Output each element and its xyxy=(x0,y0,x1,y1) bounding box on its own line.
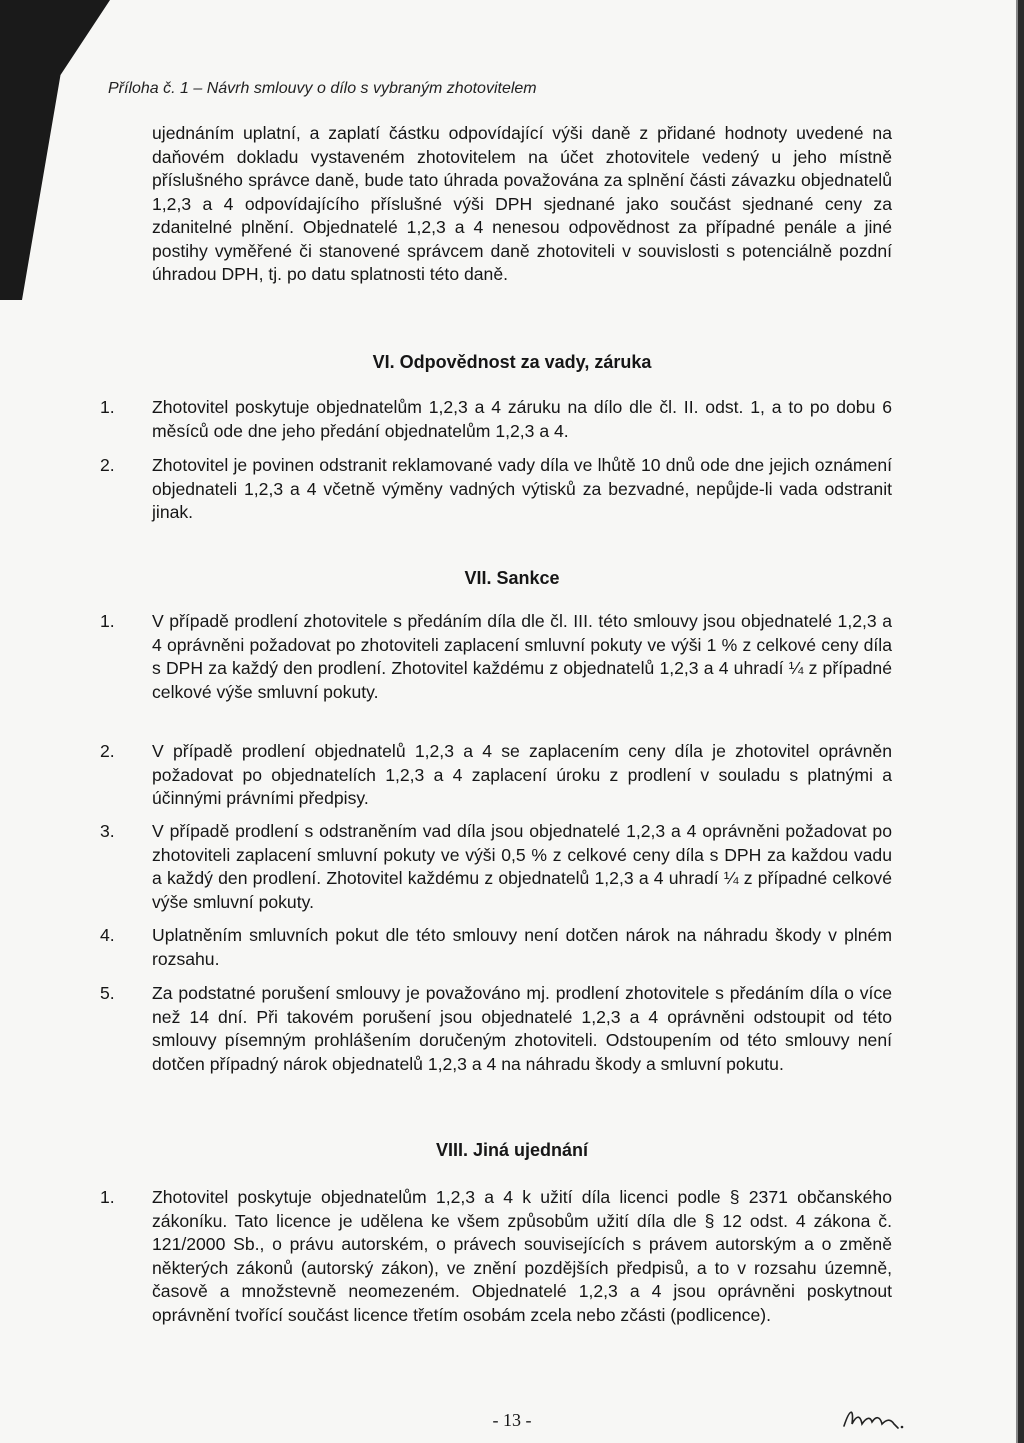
item-number: 1. xyxy=(100,397,115,417)
item-number: 2. xyxy=(100,455,115,475)
item-number: 5. xyxy=(100,983,115,1003)
list-item xyxy=(100,924,892,971)
signature-icon xyxy=(840,1402,910,1432)
item-text: Zhotovitel poskytuje objednatelům 1,2,3 a 4 k užití díla licenci podle § 2371 občanského zákoníku. Tato licence je udělena ke všem způsobům užití díla dle § 12 odst. 4 zákona č. 121/2000 Sb., o právu autorském, o právech souvisejících s právem autorským a o změně některých zákonů (autorský zákon), ve znění pozdějších předpisů, a to v rozsahu územně, časově a množstevně neomezeném. Objednatelé 1,2,3 a 4 jsou oprávněni poskytnout oprávnění tvořící součást licence třetím osobám zcela nebo zčásti (podlicence). xyxy=(152,1187,892,1325)
page-number: - 13 - xyxy=(492,1410,532,1430)
list-item xyxy=(100,982,892,1076)
item-text: Zhotovitel poskytuje objednatelům 1,2,3 a 4 záruku na dílo dle čl. II. odst. 1, a to po dobu 6 měsíců ode dne jeho předání objednatelům 1,2,3 a 4. xyxy=(152,397,892,441)
page-header: Příloha č. 1 – Návrh smlouvy o dílo s vybraným zhotovitelem xyxy=(108,80,537,97)
list-item xyxy=(100,1186,892,1327)
scan-edge-inner xyxy=(1016,0,1018,1443)
scan-edge xyxy=(1018,0,1024,1443)
list-item xyxy=(100,396,892,443)
scan-shadow xyxy=(0,0,110,300)
item-number: 2. xyxy=(100,741,115,761)
item-text: Za podstatné porušení smlouvy je považováno mj. prodlení zhotovitele s předáním díla o více než 14 dní. Při takovém porušení jsou objednatelé 1,2,3 a 4 oprávněni odstoupit od této smlouvy písemným prohlášením doručeným zhotoviteli. Odstoupením od této smlouvy není dotčen případný nárok objednatelů 1,2,3 a 4 na náhradu škody a smluvní pokutu. xyxy=(152,983,892,1074)
item-text: Uplatněním smluvních pokut dle této smlouvy není dotčen nárok na náhradu škody v plném rozsahu. xyxy=(152,925,892,969)
item-text: V případě prodlení s odstraněním vad díla jsou objednatelé 1,2,3 a 4 oprávněni požadovat po zhotoviteli zaplacení smluvní pokuty ve výši 0,5 % z celkové ceny díla s DPH za každou vadu a každý den prodlení. Zhotovitel každému z objednatelů 1,2,3 a 4 uhradí ¼ z případné celkové výše smluvní pokuty. xyxy=(152,821,892,912)
section-heading-viii: VIII. Jiná ujednání xyxy=(435,1140,589,1160)
item-text: V případě prodlení objednatelů 1,2,3 a 4 se zaplacením ceny díla je zhotovitel oprávněn požadovat po objednatelích 1,2,3 a 4 zaplacení úroku z prodlení v souladu s platnými a účinnými právními předpisy. xyxy=(152,741,892,808)
item-number: 4. xyxy=(100,925,115,945)
item-number: 3. xyxy=(100,821,115,841)
section-heading-vi: VI. Odpovědnost za vady, záruka xyxy=(372,352,652,372)
list-item xyxy=(100,454,892,525)
list-item xyxy=(100,610,892,704)
item-number: 1. xyxy=(100,1187,115,1207)
item-number: 1. xyxy=(100,611,115,631)
list-item xyxy=(100,820,892,914)
intro-paragraph: ujednáním uplatní, a zaplatí částku odpovídající výši daně z přidané hodnoty uvedené na daňovém dokladu vystaveném zhotovitelem na účet zhotovitele vedený u jeho místně příslušného správce daně, bude tato úhrada považována za splnění části závazku objednatelů 1,2,3 a 4 odpovídajícího příslušné výši DPH sjednané jako součást sjednané ceny za zdanitelné plnění. Objednatelé 1,2,3 a 4 nenesou odpovědnost za případné penále a jiné postihy vyměřené či stanovené správcem daně zhotoviteli v souvislosti s potenciálně pozdní úhradou DPH, tj. po datu splatnosti této daně. xyxy=(152,123,892,284)
list-item xyxy=(100,740,892,811)
section-heading-vii: VII. Sankce xyxy=(464,568,560,588)
item-text: V případě prodlení zhotovitele s předáním díla dle čl. III. této smlouvy jsou objednatelé 1,2,3 a 4 oprávněni požadovat po zhotoviteli zaplacení smluvní pokuty ve výši 1 % z celkové ceny díla s DPH za každý den prodlení. Zhotovitel každému z objednatelů 1,2,3 a 4 uhradí ¼ z případné celkové výše smluvní pokuty. xyxy=(152,611,892,702)
item-text: Zhotovitel je povinen odstranit reklamované vady díla ve lhůtě 10 dnů ode dne jejich oznámení objednateli 1,2,3 a 4 včetně výměny vadných výtisků za bezvadné, nepůjde-li vada odstranit jinak. xyxy=(152,455,892,522)
